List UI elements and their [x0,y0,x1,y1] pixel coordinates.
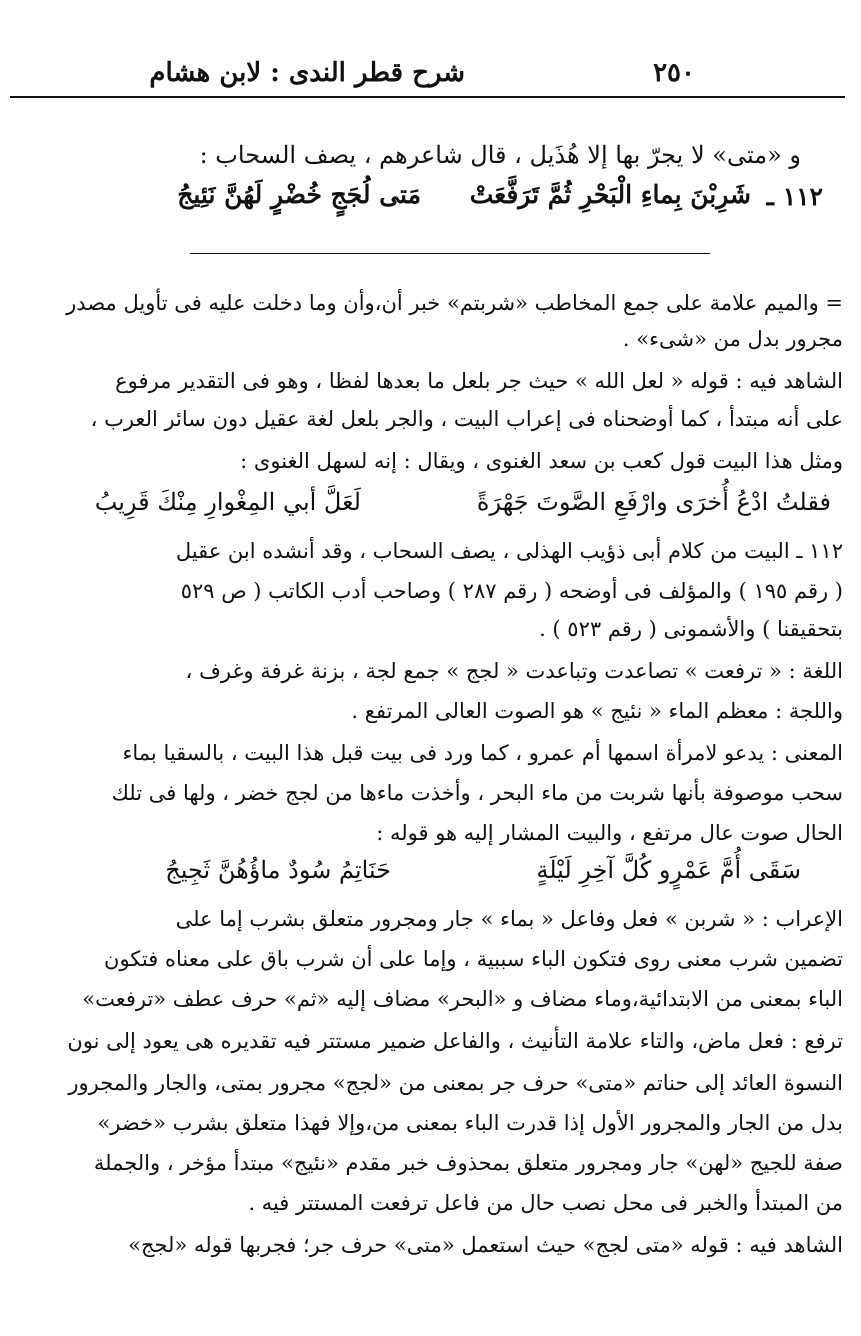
footnote-line: بتحقيقنا ) والأشمونى ( رقم ٥٢٣ ) . [539,617,843,641]
footnote-line: الباء بمعنى من الابتدائية،وماء مضاف و «البحر» مضاف إليه «ثم» حرف عطف «ترفعت» [82,987,843,1011]
footnote-line: الشاهد فيه : قوله « لعل الله » حيث جر بلعل ما بعدها لفظا ، وهو فى التقدير مرفوع [115,369,843,393]
footnote-line: ١١٢ ـ البيت من كلام أبى ذؤيب الهذلى ، يصف السحاب ، وقد أنشده ابن عقيل [175,539,843,563]
footnote-line: = والميم علامة على جمع المخاطب «شربتم» خبر أن،وأن وما دخلت عليه فى تأويل مصدر [66,291,843,315]
footnote-line: ومثل هذا البيت قول كعب بن سعد الغنوى ، ويقال : إنه لسهل الغنوى : [240,449,843,473]
verse-hemistich-left: مَتى لُجَجٍ خُضْرٍ لَهُنَّ نَئِيجُ [177,180,421,209]
footnote-line: من المبتدأ والخبر فى محل نصب حال من فاعل ترفعت المستتر فيه . [248,1191,843,1215]
footnote-line: مجرور بدل من «شىء» . [622,327,843,351]
verse-hemistich-left: لَعَلَّ أبي المِغْوارِ مِنْكَ قَرِيبُ [94,488,361,516]
footnote-line: سحب موصوفة بأنها شربت من ماء البحر ، وأخذت ماءها من لجج خضر ، ولها فى تلك [111,781,843,805]
verse-number: ١١٢ ـ [766,182,823,211]
footnote-line: النسوة العائد إلى حناتم «متى» حرف جر بمعنى من «لجج» مجرور بمتى، والجار والمجرور [68,1071,843,1095]
footnote-line: على أنه مبتدأ ، كما أوضحناه فى إعراب البيت ، والجر بلعل لغة عقيل دون سائر العرب ، [90,407,843,431]
header-rule [10,96,845,98]
running-title: شرح قطر الندى : لابن هشام [149,58,465,88]
verse-hemistich-right: فقلتُ ادْعُ أُخرَى وارْفَعِ الصَّوتَ جَهْرَةً [476,488,831,516]
page-number: ٢٥٠ [653,58,695,88]
footnote-separator [190,253,710,254]
footnote-line: ترفع : فعل ماض، والتاء علامة التأنيث ، والفاعل ضمير مستتر فيه تقديره هى يعود إلى نون [67,1029,843,1053]
footnote-line: المعنى : يدعو لامرأة اسمها أم عمرو ، كما ورد فى بيت قبل هذا البيت ، بالسقيا بماء [122,741,843,765]
footnote-line: الشاهد فيه : قوله «متى لجج» حيث استعمل «متى» حرف جر؛ فجربها قوله «لجج» [128,1233,843,1257]
footnote-line: صفة للجيج «لهن» جار ومجرور متعلق بمحذوف خبر مقدم «نئيج» مبتدأ مؤخر ، والجملة [93,1151,843,1175]
page-header [10,52,845,96]
verse-hemistich-right: سَقَى أُمَّ عَمْرٍو كُلَّ آخِرِ لَيْلَةٍ [536,856,801,884]
verse-hemistich-left: حَنَاتِمُ سُودٌ ماؤُهُنَّ ثَجِيجُ [165,856,391,884]
footnote-line: الإعراب : « شربن » فعل وفاعل « بماء » جار ومجرور متعلق بشرب إما على [175,907,843,931]
footnote-line: واللجة : معظم الماء « نئيج » هو الصوت العالى المرتفع . [351,699,843,723]
verse-hemistich-right: شَرِبْنَ بِماءِ الْبَحْرِ ثُمَّ تَرَفَّعَتْ [469,180,751,209]
footnote-line: ( رقم ١٩٥ ) والمؤلف فى أوضحه ( رقم ٢٨٧ ) وصاحب أدب الكاتب ( ص ٥٢٩ [180,579,843,603]
footnote-line: اللغة : « ترفعت » تصاعدت وتباعدت « لجج » جمع لجة ، بزنة غرفة وغرف ، [185,659,843,683]
main-text-line: و «متى» لا يجرّ بها إلا هُذَيل ، قال شاعرهم ، يصف السحاب : [199,141,801,169]
footnote-line: بدل من الجار والمجرور الأول إذا قدرت الباء بمعنى من،وإلا فهذا متعلق بشرب «خضر» [97,1111,843,1135]
footnote-line: تضمين شرب معنى روى فتكون الباء سببية ، وإما على أن شرب باق على معناه فتكون [104,947,843,971]
footnote-line: الحال صوت عال مرتفع ، والبيت المشار إليه هو قوله : [376,821,843,845]
